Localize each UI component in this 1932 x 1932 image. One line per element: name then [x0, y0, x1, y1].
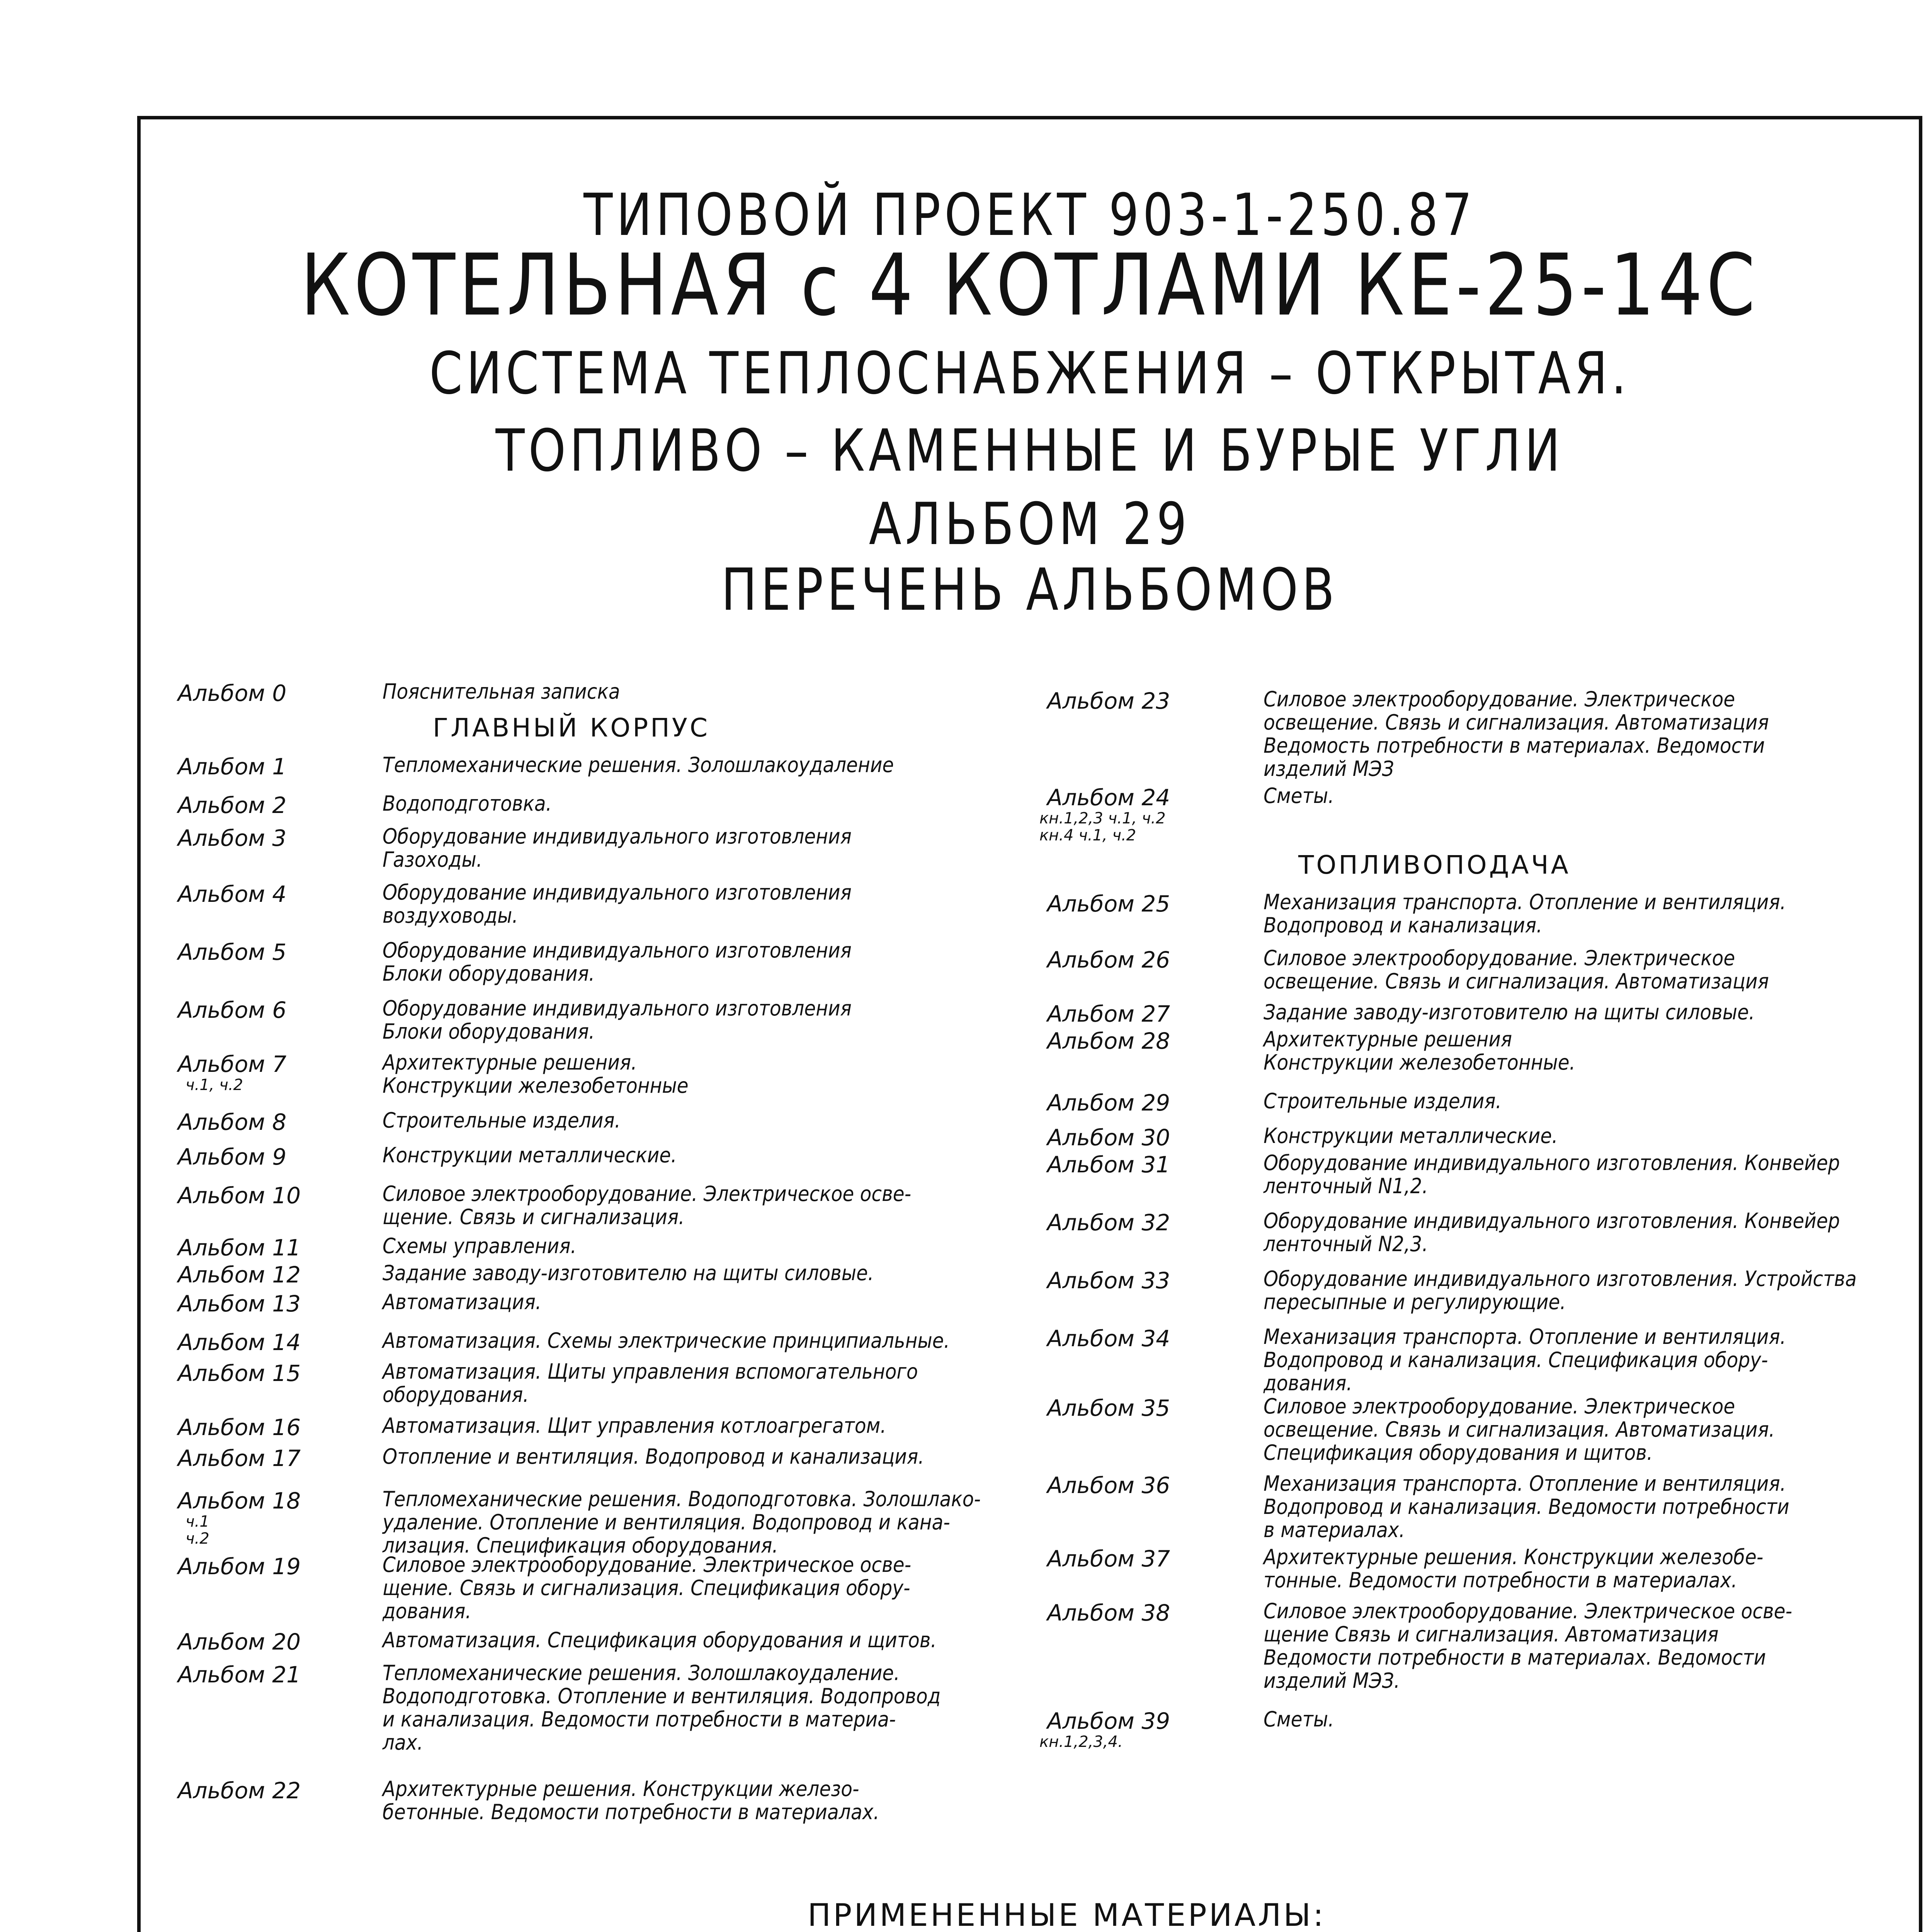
album-description: Оборудование индивидуального изготовления. Конвейер ленточный N1,2.: [1264, 1151, 1840, 1198]
album-label: Альбом 34: [1047, 1325, 1170, 1352]
album-part-label: ч.1, ч.2: [185, 1076, 243, 1094]
album-label: Альбом 33: [1047, 1267, 1170, 1294]
album-label: Альбом 12: [178, 1262, 301, 1288]
album-description: Строительные изделия.: [1264, 1089, 1502, 1113]
album-label: Альбом 19: [178, 1553, 301, 1580]
album-label: Альбом 11: [178, 1235, 301, 1261]
album-description: Сметы.: [1264, 784, 1334, 808]
album-label: Альбом 29: [1047, 1090, 1170, 1116]
album-description: Силовое электрооборудование. Электрическое освещение. Связь и сигнализация. Автоматизация Ведомость потребности в материалах. Ведомости изделий МЭЗ: [1264, 687, 1769, 781]
album-label: Альбом 13: [178, 1291, 301, 1317]
album-label: Альбом 37: [1047, 1546, 1170, 1572]
album-description: Водоподготовка.: [383, 791, 552, 816]
album-description: Архитектурные решения. Конструкции железо- бетонные. Ведомости потребности в материалах.: [383, 1777, 879, 1824]
album-description: Тепломеханические решения. Золошлакоудаление: [383, 753, 894, 777]
album-description: Автоматизация. Щиты управления вспомогательного оборудования.: [383, 1359, 918, 1407]
album-description: Сметы.: [1264, 1707, 1334, 1731]
album-description: Архитектурные решения Конструкции железобетонные.: [1264, 1027, 1576, 1075]
album-description: Задание заводу-изготовителю на щиты силовые.: [1264, 1000, 1755, 1024]
album-description: Силовое электрооборудование. Электрическое осве- щение. Связь и сигнализация.: [383, 1182, 912, 1229]
album-description: Отопление и вентиляция. Водопровод и канализация.: [383, 1444, 924, 1469]
album-description: Архитектурные решения. Конструкции железобе- тонные. Ведомости потребности в материалах.: [1264, 1545, 1764, 1592]
album-label: Альбом 17: [178, 1445, 301, 1471]
album-label: Альбом 10: [178, 1182, 301, 1209]
album-description: Автоматизация. Спецификация оборудования и щитов.: [383, 1628, 937, 1652]
album-description: Оборудование индивидуального изготовления Блоки оборудования.: [383, 996, 852, 1044]
album-description: Оборудование индивидуального изготовления Блоки оборудования.: [383, 938, 852, 986]
album-description: Строительные изделия.: [383, 1108, 621, 1133]
album-label: Альбом 2: [178, 792, 287, 818]
album-label: Альбом 1: [178, 753, 287, 780]
album-label: Альбом 30: [1047, 1124, 1170, 1151]
album-label: Альбом 0: [178, 680, 287, 706]
album-description: Силовое электрооборудование. Электрическое осве- щение. Связь и сигнализация. Спецификация обору- дования.: [383, 1553, 912, 1623]
album-label: Альбом 9: [178, 1144, 287, 1170]
album-description: Конструкции металлические.: [1264, 1124, 1558, 1148]
album-label: Альбом 35: [1047, 1395, 1170, 1421]
album-label: Альбом 31: [1047, 1151, 1170, 1178]
album-label: Альбом 16: [178, 1414, 301, 1440]
album-description: Архитектурные решения. Конструкции железобетонные: [383, 1050, 689, 1098]
album-label: Альбом 14: [178, 1329, 301, 1355]
album-label: Альбом 32: [1047, 1209, 1170, 1236]
album-label: Альбом 8: [178, 1109, 287, 1135]
album-description: Силовое электрооборудование. Электрическое освещение. Связь и сигнализация. Автоматизация. Спецификация оборудования и щитов.: [1264, 1394, 1775, 1465]
album-label: Альбом 28: [1047, 1028, 1170, 1054]
main-building-heading: ГЛАВНЫЙ КОРПУС: [433, 713, 710, 743]
album-description: Автоматизация.: [383, 1290, 542, 1314]
album-description: Механизация транспорта. Отопление и вентиляция. Водопровод и канализация. Спецификация обору- дования.: [1264, 1325, 1786, 1395]
album-description: Оборудование индивидуального изготовления. Устройства пересыпные и регулирующие.: [1264, 1267, 1857, 1314]
fuel-supply-heading: ТОПЛИВОПОДАЧА: [1298, 850, 1571, 880]
album-label: Альбом 20: [178, 1629, 301, 1655]
album-label: Альбом 27: [1047, 1001, 1170, 1027]
album-label: Альбом 3: [178, 825, 287, 851]
album-description: Оборудование индивидуального изготовления воздуховоды.: [383, 880, 852, 928]
heat-supply-title: СИСТЕМА ТЕПЛОСНАБЖЕНИЯ – ОТКРЫТАЯ.: [429, 340, 1630, 407]
boiler-house-title: КОТЕЛЬНАЯ с 4 КОТЛАМИ КЕ-25-14С: [301, 236, 1759, 335]
fuel-title: ТОПЛИВО – КАМЕННЫЕ И БУРЫЕ УГЛИ: [495, 417, 1564, 485]
album-part-label: кн.1,2,3,4.: [1039, 1733, 1123, 1751]
album-description: Тепломеханические решения. Золошлакоудаление. Водоподготовка. Отопление и вентиляция. Водопровод и канализация. Ведомости потребности в материа- лах.: [383, 1661, 941, 1755]
album-description: Автоматизация. Щит управления котлоагрегатом.: [383, 1413, 886, 1438]
album-description: Тепломеханические решения. Водоподготовка. Золошлако- удаление. Отопление и вентиляция. Водопровод и кана- лизация. Спецификация оборудования.: [383, 1487, 981, 1558]
album-description: Силовое электрооборудование. Электрическое осве- щение Связь и сигнализация. Автоматизация Ведомости потребности в материалах. Ведомости изделий МЭЗ.: [1264, 1599, 1793, 1693]
album-label: Альбом 6: [178, 997, 287, 1023]
album-label: Альбом 39: [1047, 1708, 1170, 1734]
album-label: Альбом 26: [1047, 947, 1170, 973]
album-list-title: ПЕРЕЧЕНЬ АЛЬБОМОВ: [721, 556, 1338, 624]
album-description: Автоматизация. Схемы электрические принципиальные.: [383, 1328, 950, 1353]
album-description: Схемы управления.: [383, 1234, 577, 1258]
album-description: Оборудование индивидуального изготовления. Конвейер ленточный N2,3.: [1264, 1209, 1840, 1256]
album-label: Альбом 5: [178, 939, 287, 965]
album-label: Альбом 15: [178, 1360, 301, 1386]
album-label: Альбом 36: [1047, 1472, 1170, 1498]
album-label: Альбом 22: [178, 1777, 301, 1804]
album-part-label: ч.1 ч.2: [185, 1513, 209, 1548]
album-description: Конструкции металлические.: [383, 1143, 677, 1167]
project-code-title: ТИПОВОЙ ПРОЕКТ 903-1-250.87: [583, 182, 1476, 249]
album-description: Механизация транспорта. Отопление и вентиляция. Водопровод и канализация.: [1264, 890, 1786, 937]
album-description: Оборудование индивидуального изготовления Газоходы.: [383, 824, 852, 872]
album-description: Задание заводу-изготовителю на щиты силовые.: [383, 1261, 874, 1285]
album-part-label: кн.1,2,3 ч.1, ч.2 кн.4 ч.1, ч.2: [1039, 810, 1166, 844]
materials-heading: ПРИМЕНЕННЫЕ МАТЕРИАЛЫ:: [808, 1897, 1326, 1932]
album-label: Альбом 38: [1047, 1600, 1170, 1626]
album-label: Альбом 23: [1047, 688, 1170, 714]
album-number-title: АЛЬБОМ 29: [869, 491, 1191, 558]
album-label: Альбом 21: [178, 1662, 301, 1688]
album-label: Альбом 7: [178, 1051, 287, 1077]
album-description: Силовое электрооборудование. Электрическое освещение. Связь и сигнализация. Автоматизация: [1264, 946, 1769, 993]
album-label: Альбом 24: [1047, 784, 1170, 811]
album-description: Пояснительная записка: [383, 679, 620, 704]
album-label: Альбом 18: [178, 1488, 301, 1514]
album-description: Механизация транспорта. Отопление и вентиляция. Водопровод и канализация. Ведомости потребности в материалах.: [1264, 1471, 1789, 1542]
album-label: Альбом 25: [1047, 891, 1170, 917]
album-label: Альбом 4: [178, 881, 287, 907]
